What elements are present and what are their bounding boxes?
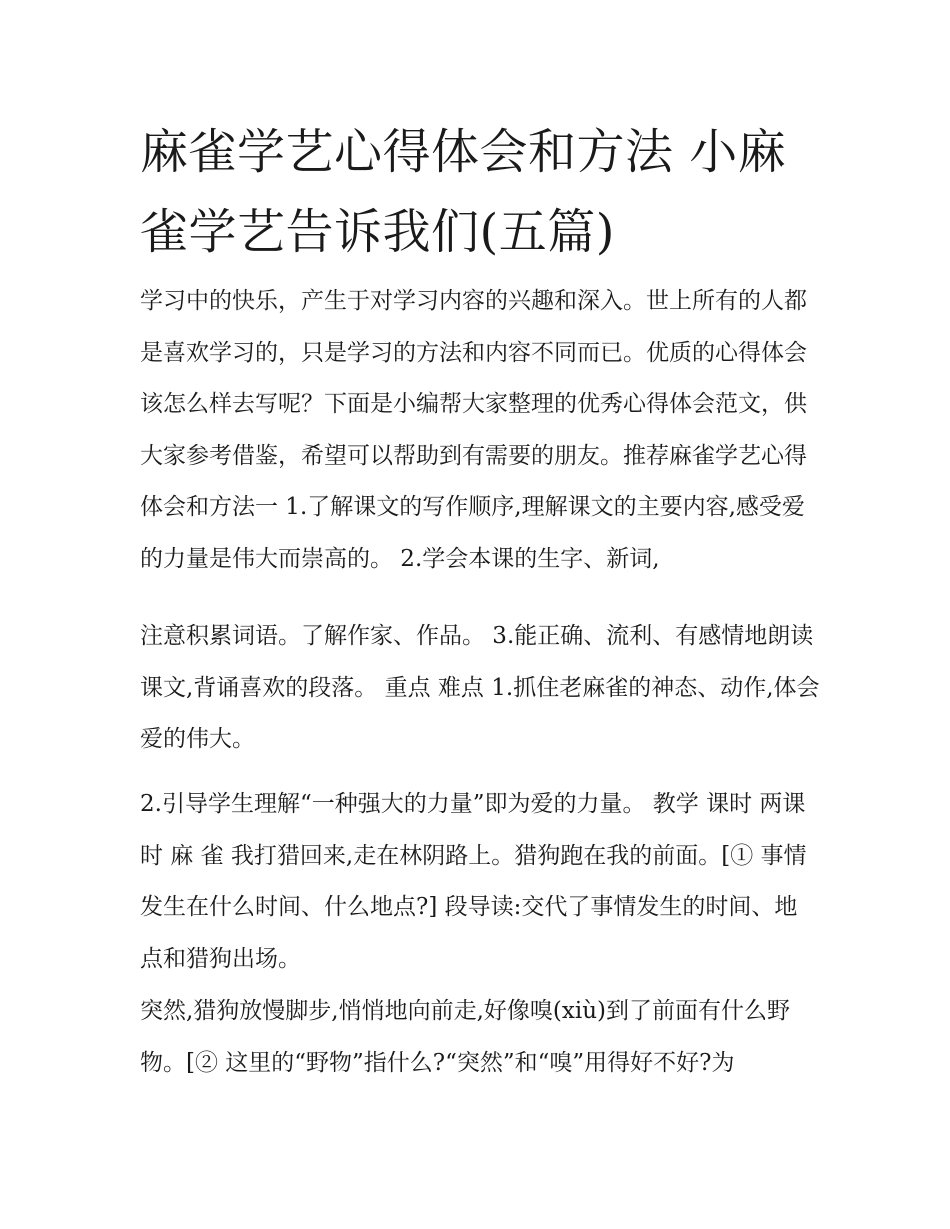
paragraph-lesson-start: 2.引导学生理解“一种强大的力量”即为爱的力量。 教学 课时 两课时 麻 雀 我打猎回来,走在林阴路上。猎狗跑在我的前面。[① 事情发生在什么时间、什么地点?] 段导读:交代了事情发生的时间、地点和猎狗出场。 (140, 791, 807, 972)
paragraph-intro: 学习中的快乐，产生于对学习内容的兴趣和深入。世上所有的人都是喜欢学习的，只是学习的方法和内容不同而已。优质的心得体会该怎么样去写呢？下面是小编帮大家整理的优秀心得体会范文，供大家参考借鉴，希望可以帮助到有需要的朋友。推荐麻雀学艺心得体会和方法一 1.了解课文的写作顺序,理解课文的主要内容,感受爱的力量是伟大而崇高的。 2.学会本课的生字、新词, (140, 288, 807, 572)
document-title: 麻雀学艺心得体会和方法 小麻雀学艺告诉我们(五篇) (140, 124, 787, 260)
paragraph-lesson-continued: 突然,猎狗放慢脚步,悄悄地向前走,好像嗅(xiù)到了前面有什么野物。[② 这里的“野物”指什么?“突然”和“嗅”用得好不好?为 (140, 998, 791, 1076)
paragraph-goals: 注意积累词语。了解作家、作品。 3.能正确、流利、有感情地朗读课文,背诵喜欢的段落。 重点 难点 1.抓住老麻雀的神态、动作,体会爱的伟大。 (140, 623, 820, 752)
